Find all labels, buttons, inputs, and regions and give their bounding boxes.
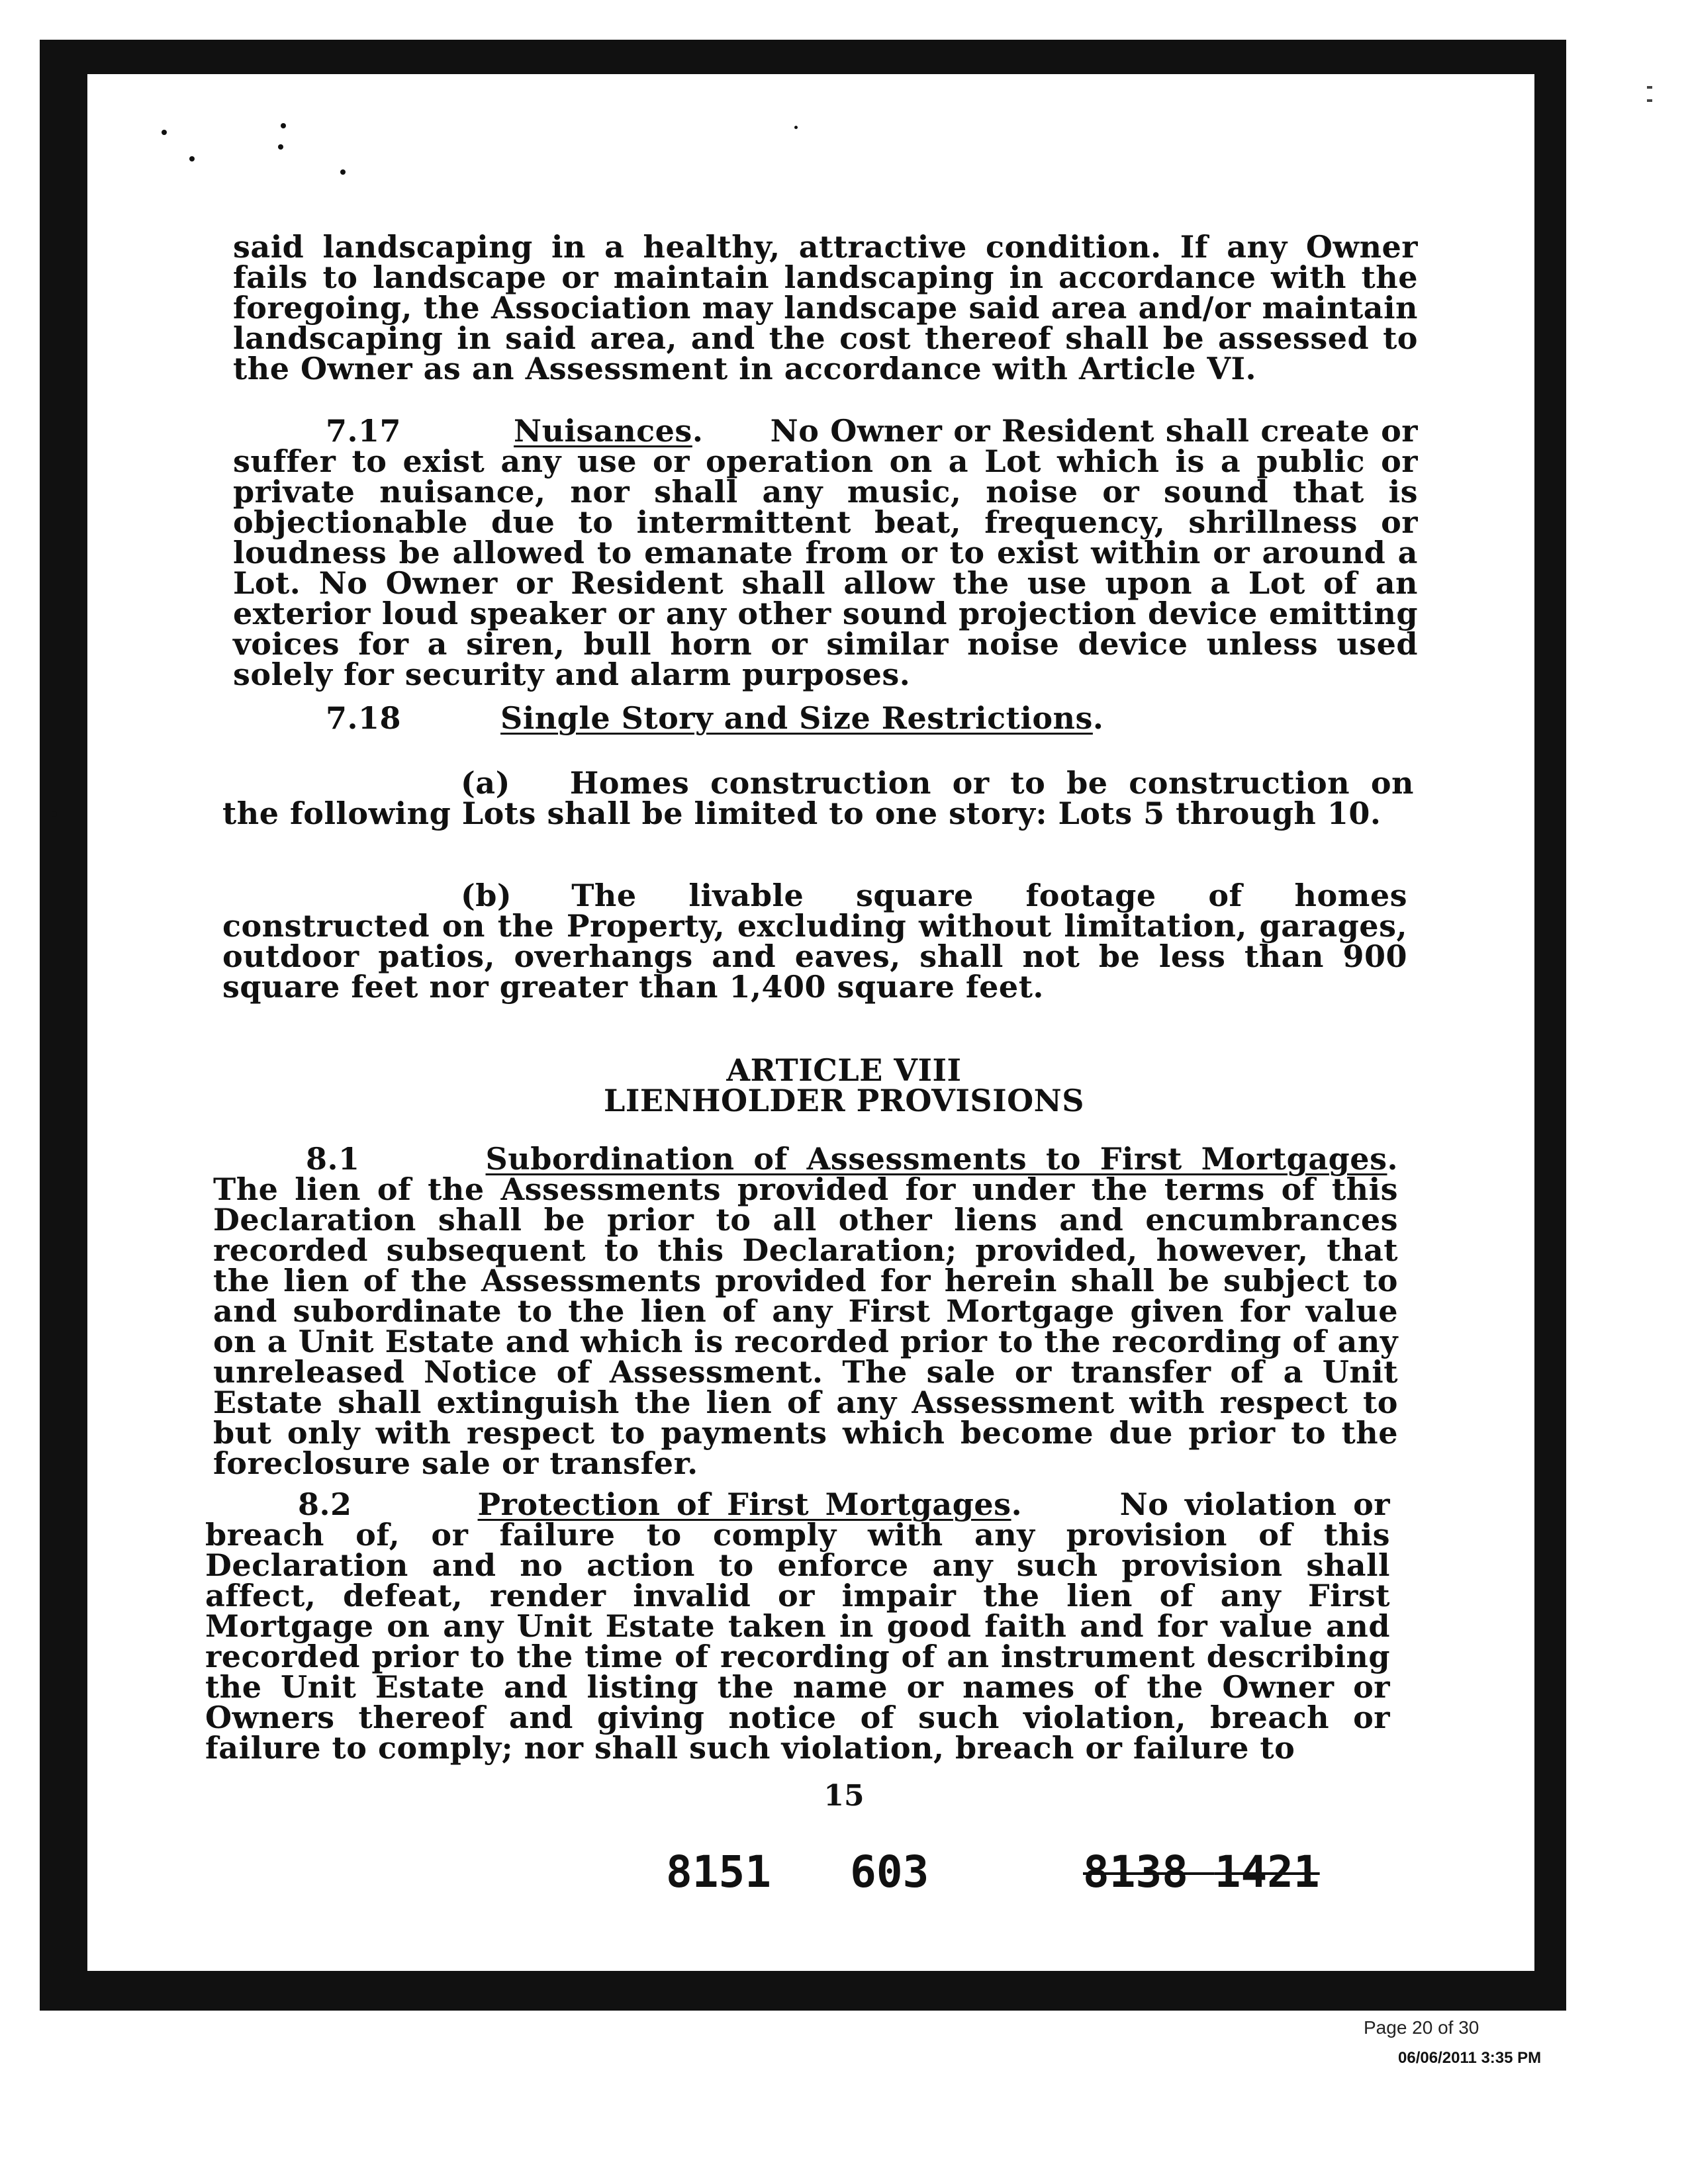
page-reference: 603 [850,1846,929,1897]
article-heading [0,1052,1688,1118]
old-page-reference: 1421 [1214,1846,1320,1897]
section-7-18-a [222,765,1414,831]
subsection-text: The livable square footage of homes constructed on the Property, excluding without limitation, garages, outdoor patios, overhangs and eaves, shall not be less than 900 square feet nor greater than 1,400 square feet. [222,878,1407,1005]
scan-speck [189,156,195,161]
article-subtitle: LIENHOLDER PROVISIONS [604,1083,1084,1118]
subsection-label: (b) [461,878,512,913]
page-of-label: Page 20 of 30 [1364,2017,1479,2038]
section-number: 7.18 [326,700,402,736]
superseded-reference [1083,1846,1320,1897]
section-title: Nuisances [514,413,692,449]
section-8-2: 8.2 Protection of First Mortgages. No violation or breach of, or failure to comply with any provision of this Declaration and no action to enforce any such provision shall affect, defeat, render invalid or impair the lien of any First Mortgage on any Unit Estate taken in good faith and for value and recorded prior to the time of recording of an instrument describing the Unit Estate and listing the name or names of the Owner or Owners thereof and giving notice of such violation, breach or failure to comply; nor shall such violation, breach or failure to [205,1486,1390,1766]
subsection-text: Homes construction or to be construction on the following Lots shall be limited to one story: Lots 5 through 10. [222,765,1414,831]
subsection-label: (a) [461,765,510,801]
scan-speck [281,123,286,128]
scan-speck [278,144,283,150]
scan-speck [52,811,57,817]
section-text: No violation or breach of, or failure to comply with any provision of this Declaration and no action to enforce any such provision shall affect, defeat, render invalid or impair the lien of any First Mortgage on any Unit Estate taken in good faith and for value and recorded prior to the time of recording of an instrument describing the Unit Estate and listing the name or names of the Owner or Owners thereof and giving notice of such violation, breach or failure to comply; nor shall such violation, breach or failure to [205,1486,1390,1766]
landscaping-text: said landscaping in a healthy, attractive condition. If any Owner fails to landscape or maintain landscaping in accordance with the foregoing, the Association may landscape said area and/or maintain landscaping in said area, and the cost thereof shall be assessed to the Owner as an Assessment in accordance with Article VI. [233,229,1418,387]
section-text: The lien of the Assessments provided for under the terms of this Declaration shall be prior to all other liens and encumbrances recorded subsequent to this Declaration; provided, however, that the lien of the Assessments provided for herein shall be subject to and subordinate to the lien of any First Mortgage given for value on a Unit Estate and which is recorded prior to the recording of any unreleased Notice of Assessment. The sale or transfer of a Unit Estate shall extinguish the lien of any Assessment with respect to but only with respect to payments which become due prior to the foreclosure sale or transfer. [213,1171,1398,1481]
scan-border-top [40,40,1562,74]
scan-border-right [1534,40,1566,2011]
section-number: 8.1 [306,1141,360,1177]
section-number: 7.17 [326,413,402,449]
book-page-reference [666,1846,929,1897]
page-number: 15 [823,1779,865,1813]
scan-speck [162,130,167,135]
old-book-number: 8138 [1083,1846,1188,1897]
section-title: Subordination of Assessments to First Mortgages [485,1141,1387,1177]
section-number: 8.2 [298,1486,352,1522]
margin-tick [1647,86,1652,89]
section-7-18-b [222,878,1407,1005]
book-number: 8151 [666,1846,771,1897]
scan-speck [794,126,798,129]
scan-border-left [40,40,87,2011]
section-7-17: 7.17 Nuisances. No Owner or Resident shall create or suffer to exist any use or operation on a Lot which is a public or private nuisance, nor shall any music, noise or sound that is objectionable due to intermittent beat, frequency, shrillness or loudness be allowed to emanate from or to exist within or around a Lot. No Owner or Resident shall allow the use upon a Lot of an exterior loud speaker or any other sound projection device emitting voices for a siren, bull horn or similar noise device unless used solely for security and alarm purposes. [233,413,1419,692]
article-title: ARTICLE VIII [726,1052,962,1088]
section-7-18-heading: 7.18 Single Story and Size Restrictions. [326,700,1104,736]
section-text: No Owner or Resident shall create or suffer to exist any use or operation on a Lot which is a public or private nuisance, nor shall any music, noise or sound that is objectionable due to intermittent beat, frequency, shrillness or loudness be allowed to emanate from or to exist within or around a Lot. No Owner or Resident shall allow the use upon a Lot of an exterior loud speaker or any other sound projection device emitting voices for a siren, bull horn or similar noise device unless used solely for security and alarm purposes. [233,413,1419,692]
paragraph-landscaping [233,229,1418,387]
print-timestamp: 06/06/2011 3:35 PM [1398,2049,1542,2067]
section-title: Single Story and Size Restrictions [500,700,1093,736]
margin-tick [1647,99,1652,102]
scan-speck [340,169,346,175]
section-title: Protection of First Mortgages [477,1486,1011,1522]
scan-border-bottom [40,1971,1566,2011]
section-8-1: 8.1 Subordination of Assessments to First Mortgages. The lien of the Assessments provided for under the terms of this Declaration shall be prior to all other liens and encumbrances recorded subsequent to this Declaration; provided, however, that the lien of the Assessments provided for herein shall be subject to and subordinate to the lien of any First Mortgage given for value on a Unit Estate and which is recorded prior to the recording of any unreleased Notice of Assessment. The sale or transfer of a Unit Estate shall extinguish the lien of any Assessment with respect to but only with respect to payments which become due prior to the foreclosure sale or transfer. [213,1141,1398,1481]
